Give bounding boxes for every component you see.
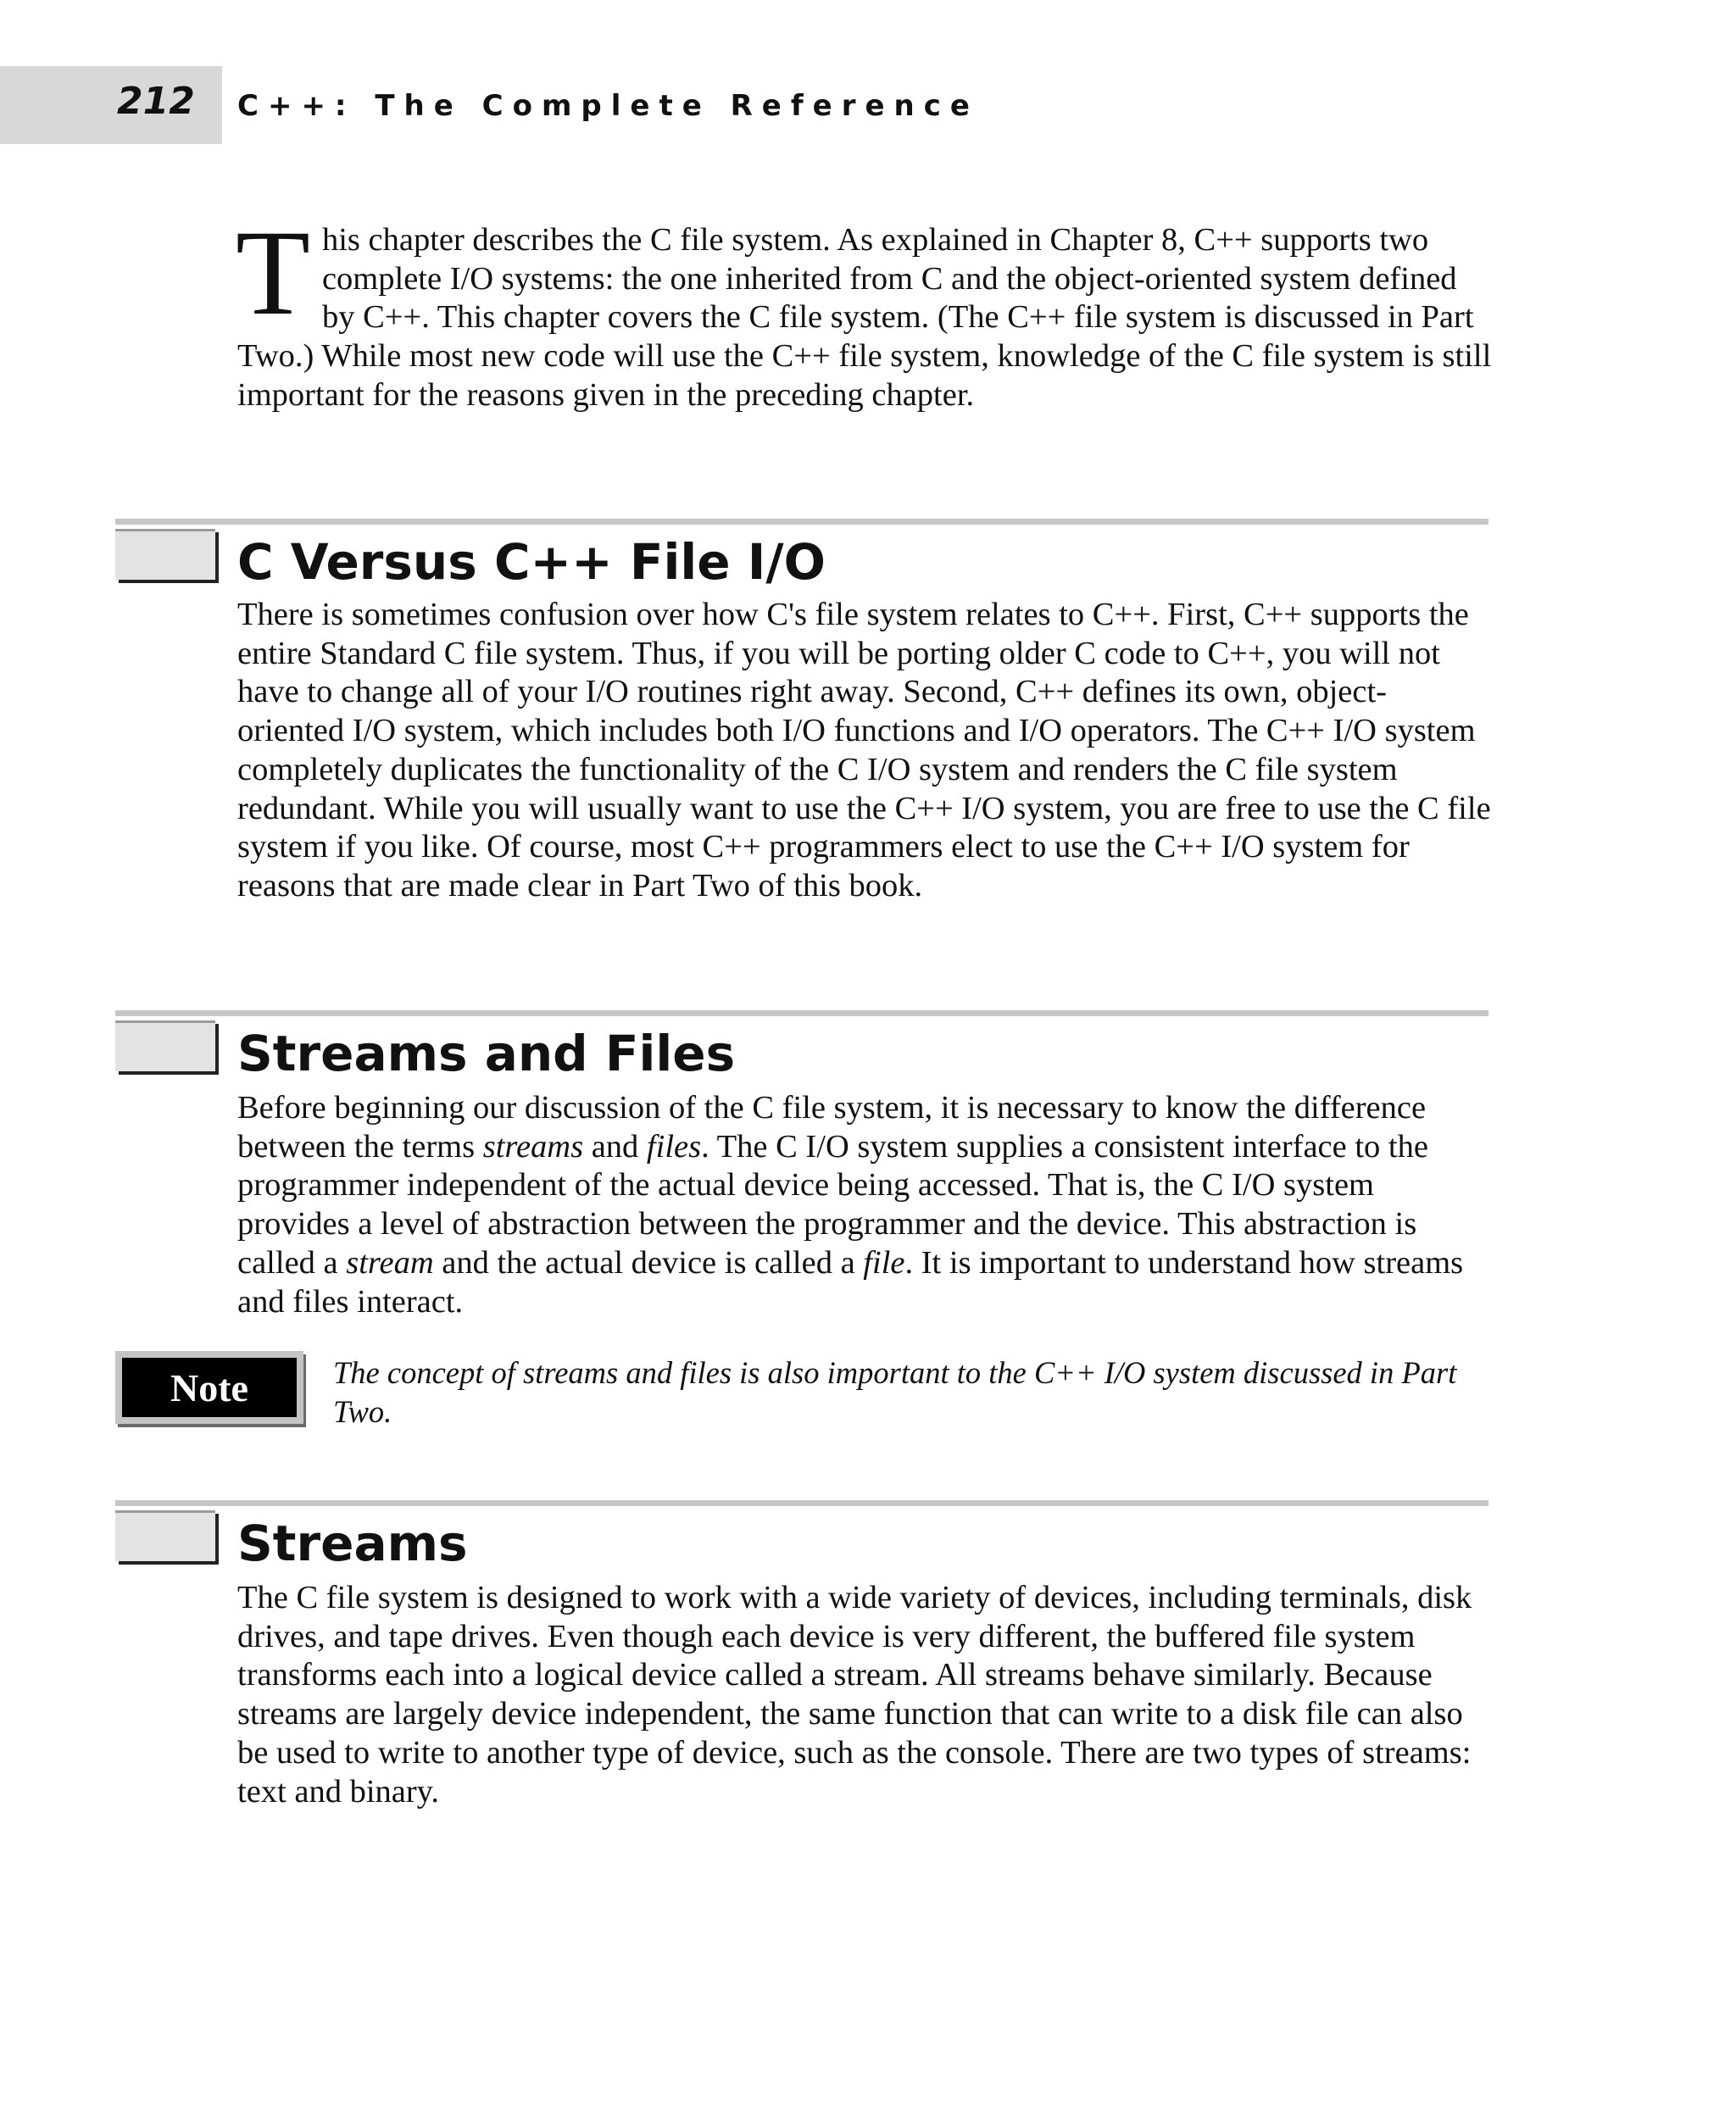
heading-marker-box bbox=[115, 1020, 215, 1071]
section-heading-streams-and-files: Streams and Files bbox=[237, 1025, 736, 1082]
heading-marker-box bbox=[115, 529, 215, 580]
term-stream: stream bbox=[346, 1244, 434, 1281]
term-streams: streams bbox=[482, 1128, 584, 1165]
section-body-c-versus-cpp-file-io: There is sometimes confusion over how C's file system relates to C++. First, C++ supports the entire Standard C file system. Thus, if you will be porting older C code to C++, you will not have to change all of your I/O routines right away. Second, C++ defines its own, object-oriented I/O system, which includes both I/O functions and I/O operators. The C++ I/O system completely duplicates the functionality of the C I/O system and renders the C file system redundant. While you will usually want to use the C++ I/O system, you are free to use the C file system if you like. Of course, most C++ programmers elect to use the C++ I/O system for reasons that are made clear in Part Two of this book. bbox=[237, 597, 1491, 903]
section-body-streams-and-files: Before beginning our discussion of the C file system, it is necessary to know the difference between the terms streams and files. The C I/O system supplies a consistent interface to the programmer independent of the actual device being accessed. That is, the C I/O system provides a level of abstraction between the programmer and the device. This abstraction is called a stream and the actual device is called a file. It is important to understand how streams and files interact. bbox=[237, 1090, 1464, 1320]
drop-cap: T bbox=[236, 206, 310, 341]
heading-marker-box bbox=[115, 1510, 215, 1561]
section-heading-streams: Streams bbox=[237, 1515, 468, 1572]
section-rule bbox=[115, 519, 1488, 525]
intro-paragraph bbox=[236, 206, 1492, 415]
section-rule bbox=[115, 1010, 1488, 1016]
term-file: file bbox=[863, 1244, 905, 1281]
note-text: The concept of streams and files is also important to the C++ I/O system discussed in Part Two. bbox=[333, 1355, 1457, 1429]
section-body-streams: The C file system is designed to work with a wide variety of devices, including terminals, disk drives, and tape drives. Even though each device is very different, the buffered file system transforms each into a logical device called a stream. All streams behave similarly. Because streams are largely device independent, the same function that can write to a disk file can also be used to write to another type of device, such as the console. There are two types of streams: text and binary. bbox=[237, 1580, 1472, 1810]
page-number: 212 bbox=[117, 80, 195, 123]
term-files: files bbox=[646, 1128, 702, 1165]
intro-text: his chapter describes the C file system. As explained in Chapter 8, C++ supports two complete I/O systems: the one inherited from C and the object-oriented system defined by C++. This chapter covers the C file system. (The C++ file system is discussed in Part Two.) While most new code will use the C++ file system, knowledge of the C file system is still important for the reasons given in the preceding chapter. bbox=[237, 222, 1492, 413]
note-badge: Note bbox=[115, 1351, 303, 1424]
running-head: C++: The Complete Reference bbox=[237, 89, 979, 123]
section-heading-c-versus-cpp-file-io: C Versus C++ File I/O bbox=[237, 533, 826, 591]
section-rule bbox=[115, 1500, 1488, 1506]
